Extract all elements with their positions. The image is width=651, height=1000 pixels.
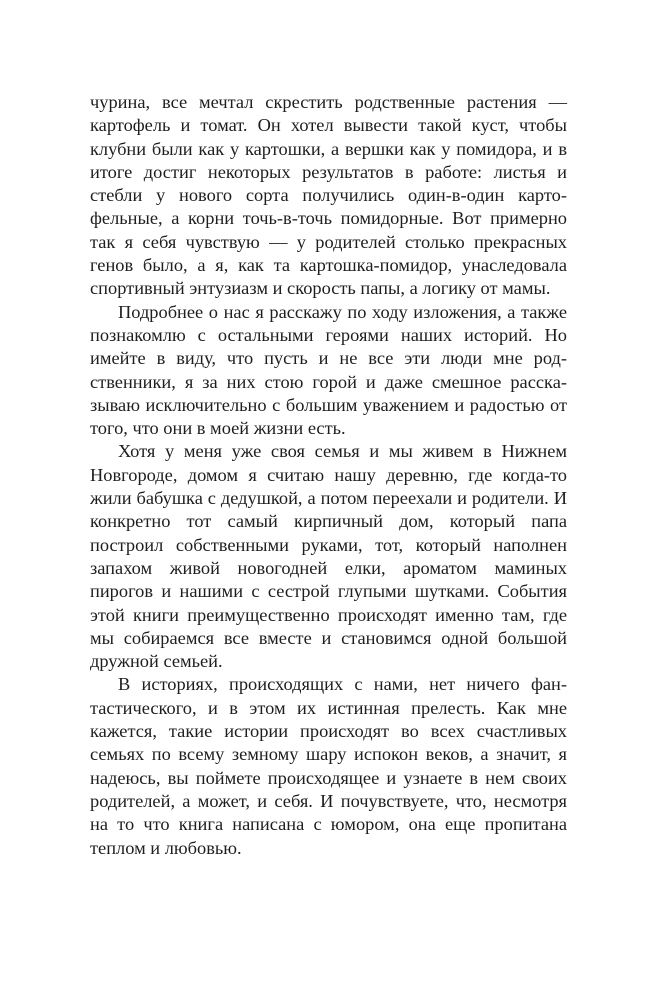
paragraph-1: чурина, все мечтал скрестить родственные растения — картофель и томат. Он хотел вывести такой куст, чтобы клубни были как у картошки, а вершки как у помидора, и в итоге достиг некоторых результатов в работе: листья и стебли у нового сорта получились один-в-один картофельные, а корни точь-в-точь помидорные. Вот примерно так я себя чувствую — у родителей столько прекрасных генов было, а я, как та картошка-помидор, унаследовала спортивный энтузиазм и скорость папы, а логику от мамы.: [90, 92, 567, 299]
paragraph-2: Подробнее о нас я расскажу по ходу изложения, а также познакомлю с остальными героями наших историй. Но имейте в виду, что пусть и не все эти люди мне родственники, я за них стою горой и даже смешное рассказываю исключительно с большим уважением и радостью от того, что они в моей жизни есть.: [90, 301, 567, 439]
body-text: [90, 91, 567, 860]
paragraph-4: В историях, происходящих с нами, нет ничего фантастического, и в этом их истинная прелесть. Как мне кажется, такие истории происходят во всех счастливых семьях по всему земному шару испокон веков, а значит, я надеюсь, вы поймете происходящее и узнаете в нем своих родителей, а может, и себя. И почувствуете, что, несмотря на то что книга написана с юмором, она еще пропитана теплом и любовью.: [90, 674, 567, 858]
paragraph-3: Хотя у меня уже своя семья и мы живем в Нижнем Новгороде, домом я считаю нашу деревню, где когда-то жили бабушка с дедушкой, а потом переехали и родители. И конкретно тот самый кирпичный дом, который папа построил собственными руками, тот, который наполнен запахом живой новогодней елки, ароматом маминых пирогов и нашими с сестрой глупыми шутками. События этой книги преимущественно происходят именно там, где мы собираемся все вместе и становимся одной большой дружной семьей.: [90, 441, 567, 672]
